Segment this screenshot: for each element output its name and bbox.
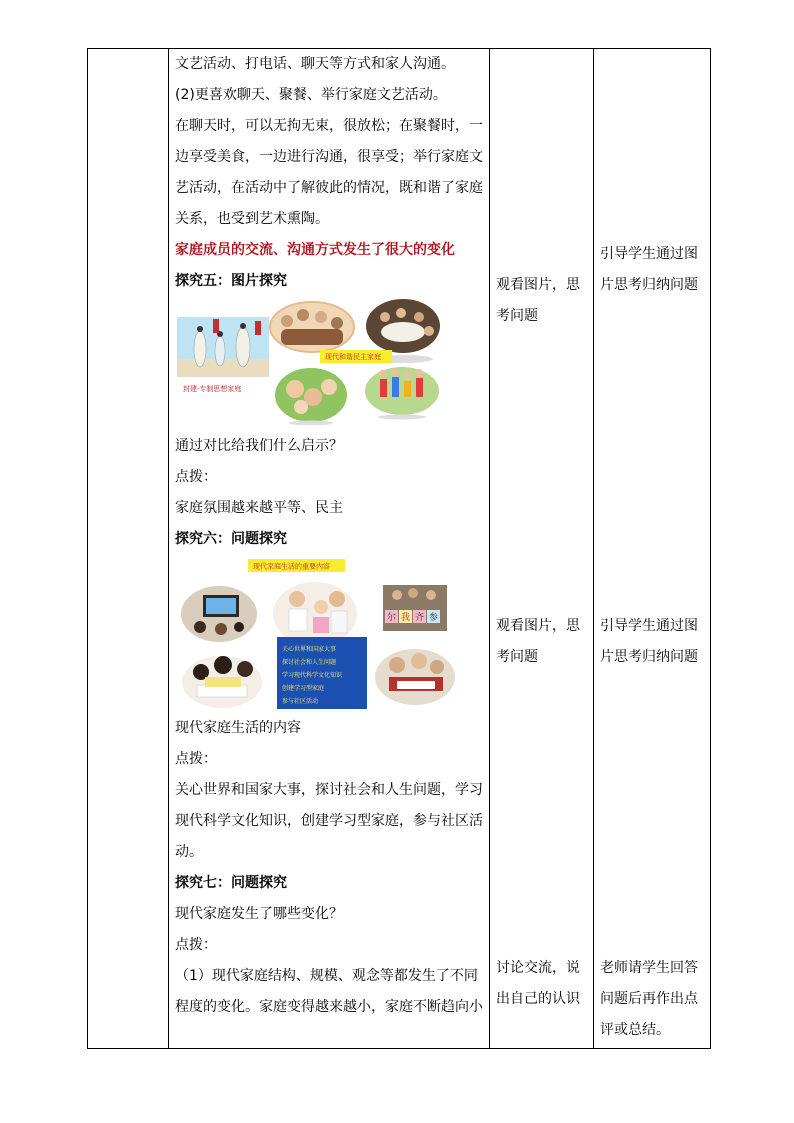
panel-line: 创建学习型家庭 (282, 685, 325, 692)
activity-line: 讨论交流，说 (496, 960, 580, 976)
explore5-heading: 探究五：图片探究 (175, 273, 287, 289)
hint-label: 点拨： (175, 751, 217, 767)
paragraph-line: 艺活动，在活动中了解彼此的情况，既和谐了家庭 (175, 180, 483, 196)
paragraph-line: 在聊天时，可以无拘无束，很放松；在聚餐时，一 (175, 118, 483, 134)
hint-label: 点拨： (175, 469, 217, 485)
design-intent-block (594, 953, 704, 1046)
panel-line: 关心世界和国家大事 (282, 646, 337, 653)
family-life-collage-svg (175, 557, 483, 709)
paragraph-line: 关系，也受到艺术熏陶。 (175, 211, 329, 227)
explore7-heading: 探究七：问题探究 (175, 875, 287, 891)
hint-text-line: （1）现代家庭结构、规模、观念等都发生了不同 (175, 968, 478, 984)
student-activity-cell (490, 49, 594, 1049)
activity-line: 观看图片，思 (496, 618, 580, 634)
intent-line: 问题后再作出点 (600, 991, 698, 1007)
family-life-banner-text: 现代家庭生活的重要内容 (253, 562, 330, 571)
explore6-heading: 探究六：问题探究 (175, 531, 287, 547)
design-intent-block (594, 611, 704, 673)
intent-line: 片思考归纳问题 (600, 277, 698, 293)
table-row (88, 49, 711, 1049)
family-outdoor-photo (365, 367, 439, 415)
panel-line: 探讨社会和人生问题 (282, 659, 337, 666)
hint-text-line: 关心世界和国家大事，探讨社会和人生问题，学习 (175, 782, 483, 798)
hint-text: 家庭氛围越来越平等、民主 (175, 500, 343, 516)
hint-label: 点拨： (175, 937, 217, 953)
lesson-plan-table (87, 48, 711, 1049)
activity-line: 考问题 (496, 649, 538, 665)
text-line: (2)更喜欢聊天、聚餐、举行家庭文艺活动。 (175, 87, 447, 103)
design-intent-cell (594, 49, 711, 1049)
modern-family-life-image (175, 557, 483, 709)
feudal-caption: 封建·专制思想家庭 (183, 385, 242, 393)
red-heading: 家庭成员的交流、沟通方式发生了很大的变化 (175, 242, 455, 258)
student-activity-block (490, 953, 586, 1015)
intent-line: 评或总结。 (600, 1022, 670, 1038)
family-collage-svg (175, 299, 483, 425)
text-line: 文艺活动、打电话、聊天等方式和家人沟通。 (175, 56, 455, 72)
sign-char: 尔 (387, 613, 397, 623)
design-intent-block (594, 239, 704, 301)
intent-line: 引导学生通过图 (600, 246, 698, 262)
activity-line: 考问题 (496, 308, 538, 324)
intent-line: 引导学生通过图 (600, 618, 698, 634)
hint-text-line: 程度的变化。家庭变得越来越小，家庭不断趋向小 (175, 999, 483, 1015)
family-comparison-image (175, 299, 483, 425)
intent-line: 片思考归纳问题 (600, 649, 698, 665)
student-activity-block (490, 611, 586, 673)
hint-text-line: 动。 (175, 844, 203, 860)
panel-line: 参与社区活动 (282, 698, 319, 705)
activity-line: 出自己的认识 (496, 991, 580, 1007)
question-line: 通过对比给我们什么启示？ (175, 438, 343, 454)
content-cell (169, 49, 490, 1049)
question-line: 现代家庭生活的内容 (175, 720, 301, 736)
panel-line: 学习现代科学文化知识 (282, 672, 343, 679)
empty-column-cell (88, 49, 169, 1049)
sign-char: 我 (401, 613, 411, 623)
intent-line: 老师请学生回答 (600, 960, 698, 976)
hint-text-line: 现代科学文化知识，创建学习型家庭，参与社区活 (175, 813, 483, 829)
sign-char: 齐 (415, 613, 425, 623)
question-line: 现代家庭发生了哪些变化？ (175, 906, 343, 922)
sign-char: 参 (429, 613, 439, 623)
banner-text: 现代和谐民主家庭 (325, 353, 381, 361)
paragraph-line: 边享受美食，一边进行沟通，很享受；举行家庭文 (175, 149, 483, 165)
activity-line: 观看图片，思 (496, 277, 580, 293)
student-activity-block (490, 270, 586, 332)
